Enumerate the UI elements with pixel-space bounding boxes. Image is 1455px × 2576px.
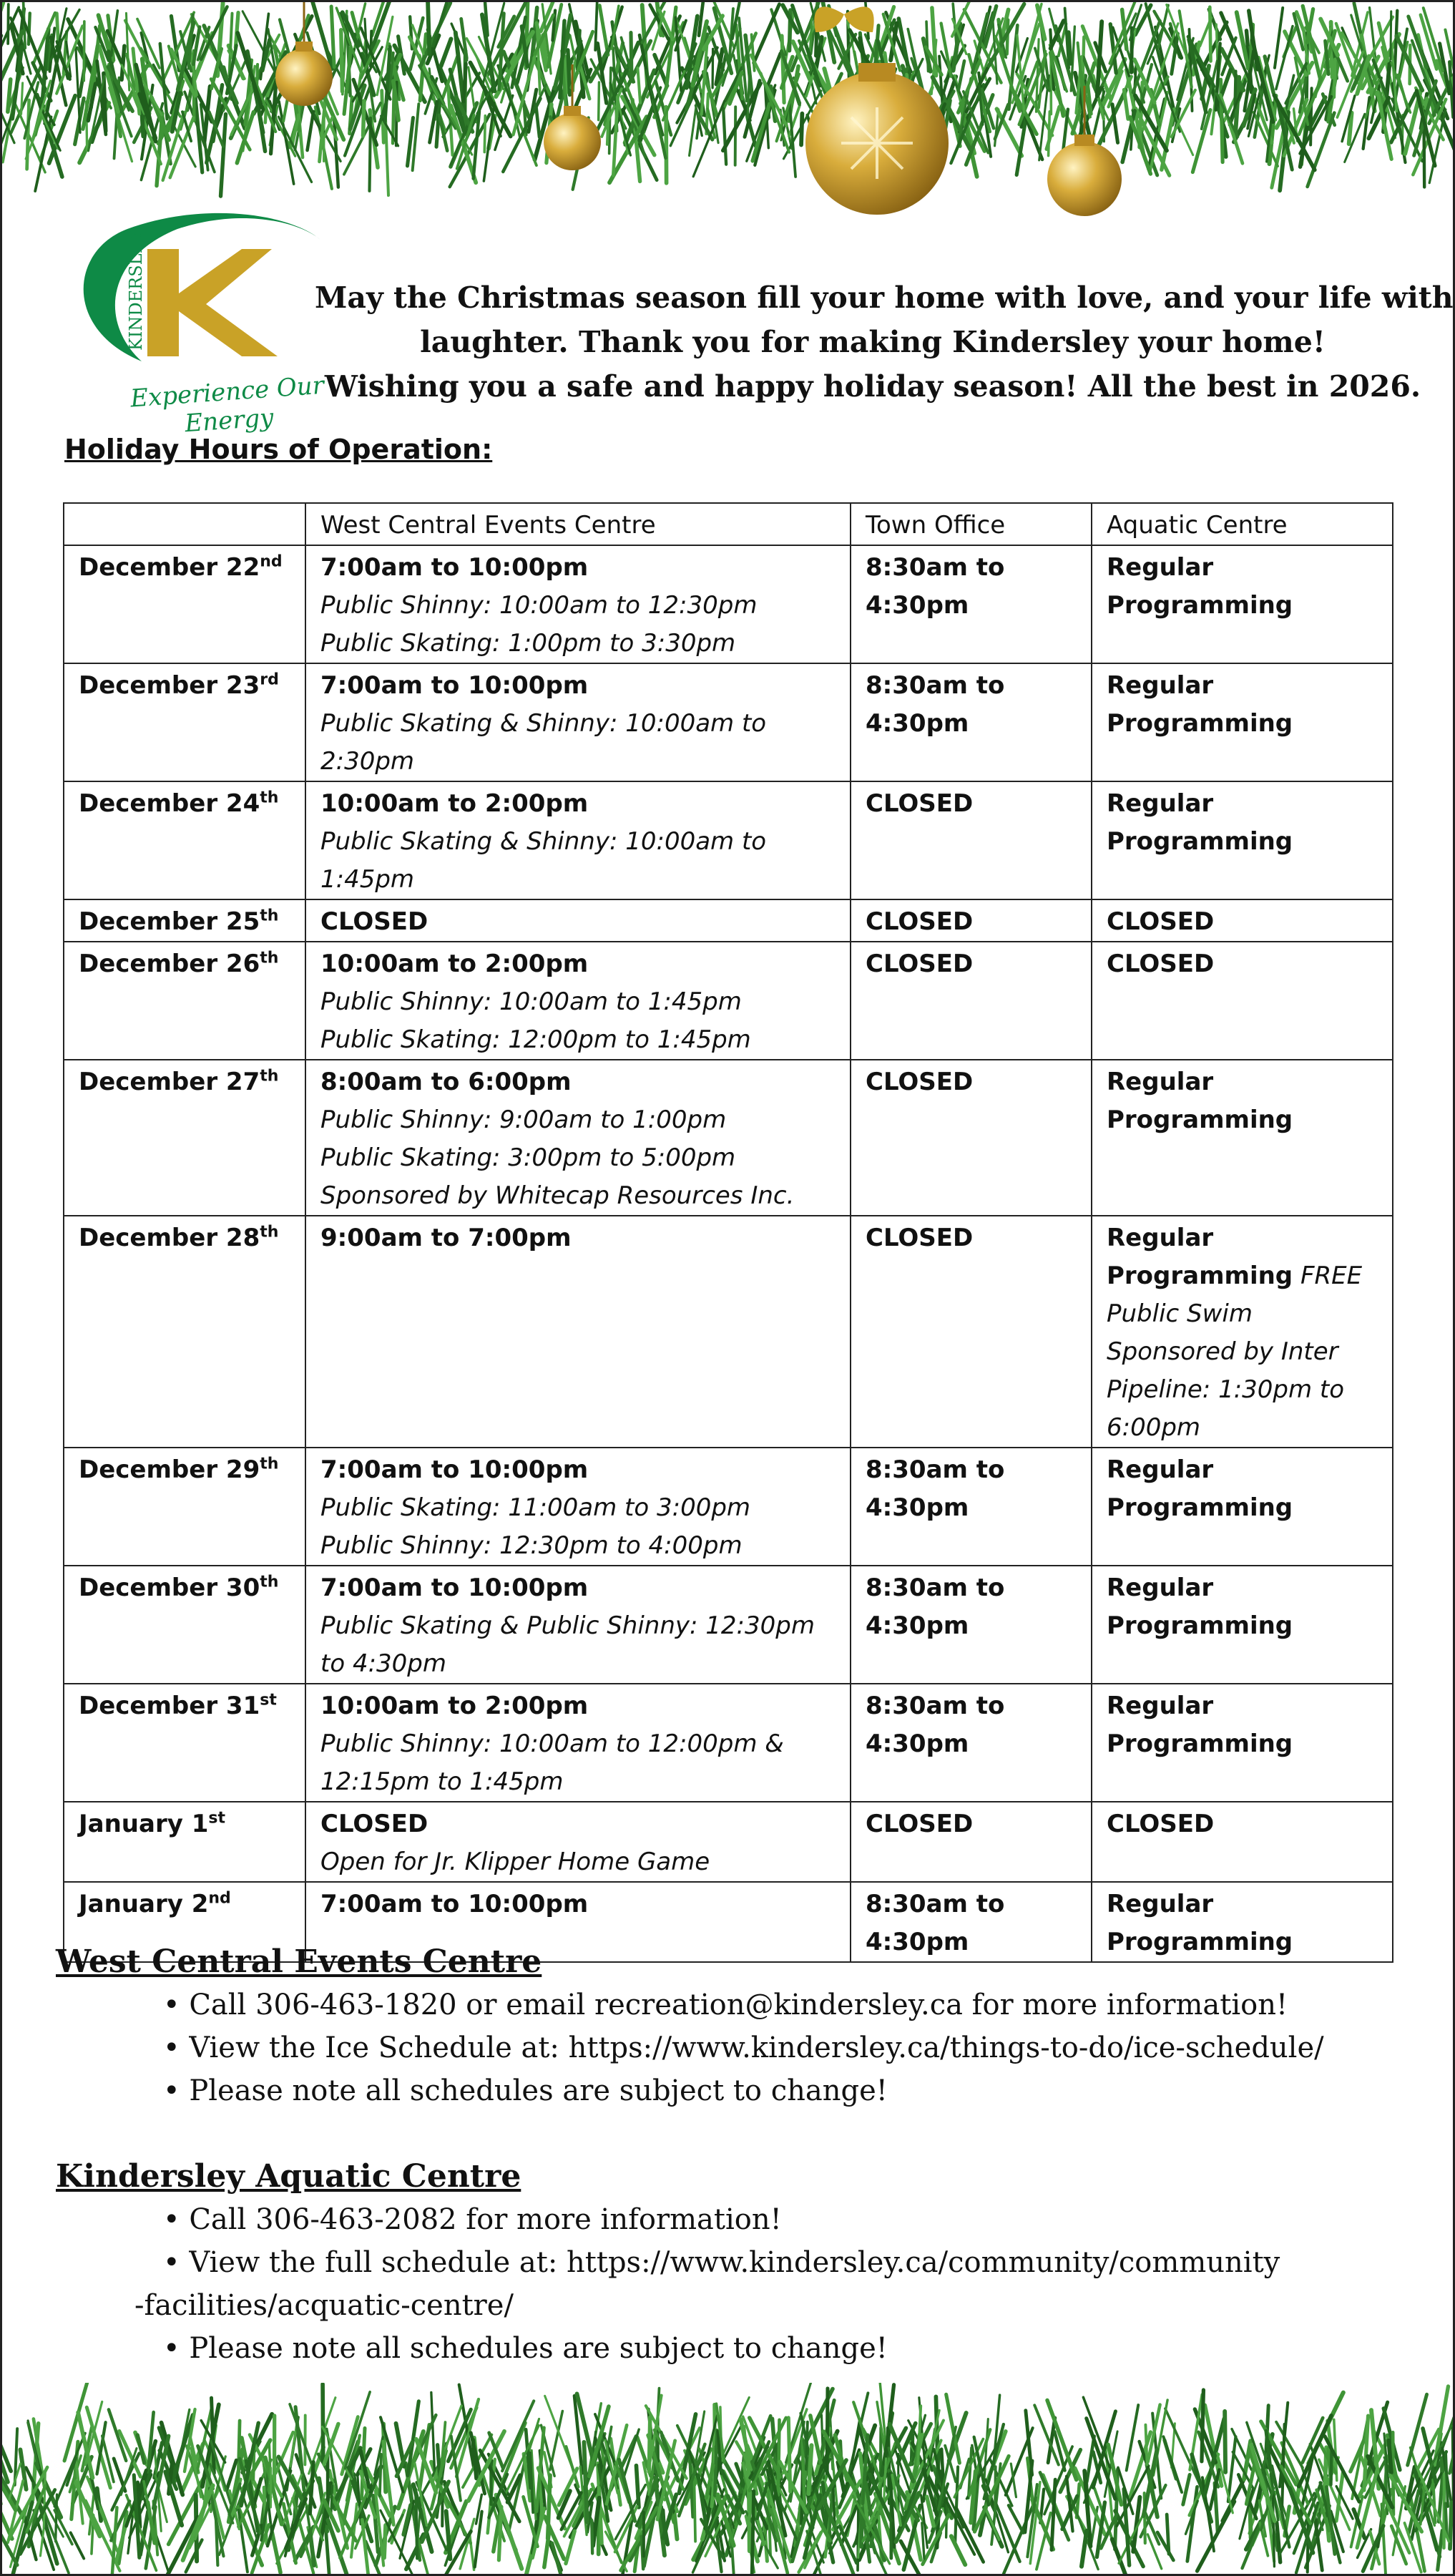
greeting-line-3: Wishing you a safe and happy holiday season! All the best in 2026. — [324, 369, 1421, 404]
wcec-cell — [305, 1216, 851, 1448]
aquatic-hours: CLOSED — [1107, 950, 1215, 978]
wcec-note: Open for Jr. Klipper Home Game — [320, 1848, 710, 1876]
wcec-info-title: West Central Events Centre — [56, 1943, 542, 1980]
table-row — [64, 942, 1393, 1060]
aquatic-cell — [1092, 781, 1393, 899]
aquatic-hours: Regular Programming — [1107, 1890, 1293, 1956]
wcec-info-item[interactable]: • View the Ice Schedule at: https://www.kindersley.ca/things-to-do/ice-schedule/ — [163, 2026, 1415, 2069]
greeting-line-2: laughter. Thank you for making Kindersley your home! — [420, 325, 1326, 359]
aquatic-info-item: • Call 306-463-2082 for more information! — [163, 2198, 1415, 2241]
table-row — [64, 1684, 1393, 1802]
table-row — [64, 1802, 1393, 1882]
wcec-hours: 9:00am to 7:00pm — [320, 1224, 572, 1252]
table-row — [64, 1566, 1393, 1684]
logo-mark — [63, 208, 335, 379]
town-office-cell: 8:30am to 4:30pm — [851, 1684, 1092, 1802]
table-row — [64, 1060, 1393, 1216]
greeting-line-1: May the Christmas season fill your home with love, and your life with — [315, 280, 1454, 315]
wcec-hours: 10:00am to 2:00pm — [320, 1692, 589, 1720]
wcec-note: Public Skating & Shinny: 10:00am to 1:45pm — [320, 827, 767, 894]
town-office-cell: CLOSED — [851, 1216, 1092, 1448]
town-office-cell: CLOSED — [851, 1802, 1092, 1882]
aquatic-info-list — [56, 2198, 1415, 2284]
aquatic-info-title: Kindersley Aquatic Centre — [56, 2158, 521, 2195]
date-cell: December 27th — [64, 1060, 305, 1216]
wcec-info-list — [56, 1984, 1415, 2112]
date-cell: December 23rd — [64, 663, 305, 781]
wcec-note: Public Shinny: 10:00am to 1:45pm — [320, 987, 742, 1016]
aquatic-cell — [1092, 1684, 1393, 1802]
aquatic-info-item: • Please note all schedules are subject to change! — [163, 2327, 1415, 2370]
date-cell: December 31st — [64, 1684, 305, 1802]
wcec-note: Public Shinny: 12:30pm to 4:00pm — [320, 1531, 743, 1560]
wcec-hours: CLOSED — [320, 1810, 428, 1838]
aquatic-hours: CLOSED — [1107, 1810, 1215, 1838]
town-office-cell: 8:30am to 4:30pm — [851, 1448, 1092, 1566]
aquatic-info-item-continued[interactable]: -facilities/acquatic-centre/ — [134, 2289, 514, 2322]
aquatic-hours: Regular Programming — [1107, 671, 1293, 738]
date-cell: December 26th — [64, 942, 305, 1060]
aquatic-cell — [1092, 1802, 1393, 1882]
town-office-cell: 8:30am to 4:30pm — [851, 1882, 1092, 1962]
table-row — [64, 1448, 1393, 1566]
date-cell: December 22nd — [64, 545, 305, 663]
wcec-note: Public Shinny: 9:00am to 1:00pm — [320, 1106, 727, 1134]
town-office-cell: 8:30am to 4:30pm — [851, 1566, 1092, 1684]
wcec-note: Sponsored by Whitecap Resources Inc. — [320, 1181, 795, 1210]
wcec-cell — [305, 1448, 851, 1566]
aquatic-hours: Regular Programming — [1107, 1455, 1293, 1522]
wcec-cell — [305, 1802, 851, 1882]
wcec-cell — [305, 1060, 851, 1216]
aquatic-cell — [1092, 899, 1393, 942]
wcec-hours: CLOSED — [320, 907, 428, 936]
date-cell: December 29th — [64, 1448, 305, 1566]
table-row — [64, 663, 1393, 781]
aquatic-hours: Regular Programming — [1107, 789, 1293, 856]
table-row — [64, 1216, 1393, 1448]
wcec-cell — [305, 942, 851, 1060]
wcec-hours: 7:00am to 10:00pm — [320, 671, 589, 700]
aquatic-hours: CLOSED — [1107, 907, 1215, 936]
kindersley-logo — [63, 208, 335, 439]
wcec-cell — [305, 781, 851, 899]
town-office-cell: CLOSED — [851, 942, 1092, 1060]
aquatic-note: FREE Public Swim Sponsored by Inter Pipeline: 1:30pm to 6:00pm — [1107, 1262, 1363, 1442]
wcec-hours: 7:00am to 10:00pm — [320, 1890, 589, 1918]
town-office-cell: 8:30am to 4:30pm — [851, 545, 1092, 663]
wcec-note: Public Skating: 11:00am to 3:00pm — [320, 1493, 751, 1522]
wcec-note: Public Skating & Public Shinny: 12:30pm to 4:30pm — [320, 1611, 815, 1678]
holiday-hours-table — [63, 502, 1393, 1963]
aquatic-info-item[interactable]: • View the full schedule at: https://www.kindersley.ca/community/community — [163, 2241, 1415, 2284]
header-wcec: West Central Events Centre — [305, 503, 851, 545]
date-cell: December 24th — [64, 781, 305, 899]
aquatic-hours: Regular Programming — [1107, 1692, 1293, 1758]
wcec-hours: 10:00am to 2:00pm — [320, 789, 589, 818]
wcec-hours: 7:00am to 10:00pm — [320, 553, 589, 582]
town-office-cell: CLOSED — [851, 899, 1092, 942]
wcec-note: Public Skating: 12:00pm to 1:45pm — [320, 1025, 751, 1054]
date-cell: January 2nd — [64, 1882, 305, 1962]
aquatic-hours: Regular Programming — [1107, 1574, 1293, 1640]
town-office-cell: 8:30am to 4:30pm — [851, 663, 1092, 781]
wcec-note: Public Skating & Shinny: 10:00am to 2:30pm — [320, 709, 767, 776]
header-date — [64, 503, 305, 545]
aquatic-hours: Regular Programming — [1107, 553, 1293, 620]
wcec-cell — [305, 1684, 851, 1802]
aquatic-hours: Regular Programming — [1107, 1068, 1293, 1134]
aquatic-hours: Regular Programming — [1107, 1224, 1293, 1290]
date-cell: December 28th — [64, 1216, 305, 1448]
wcec-note: Public Shinny: 10:00am to 12:00pm & 12:15pm to 1:45pm — [320, 1729, 784, 1796]
table-row — [64, 545, 1393, 663]
aquatic-cell — [1092, 545, 1393, 663]
date-cell: January 1st — [64, 1802, 305, 1882]
header-aquatic-centre: Aquatic Centre — [1092, 503, 1393, 545]
holiday-greeting — [315, 275, 1454, 409]
wcec-note: Public Skating: 3:00pm to 5:00pm — [320, 1143, 736, 1172]
aquatic-cell — [1092, 1216, 1393, 1448]
wcec-info-item: • Please note all schedules are subject to change! — [163, 2069, 1415, 2112]
wcec-hours: 7:00am to 10:00pm — [320, 1455, 589, 1484]
aquatic-cell — [1092, 1448, 1393, 1566]
town-office-cell: CLOSED — [851, 781, 1092, 899]
table-row — [64, 899, 1393, 942]
wcec-note: Public Skating: 1:00pm to 3:30pm — [320, 629, 736, 658]
date-cell: December 25th — [64, 899, 305, 942]
aquatic-cell — [1092, 663, 1393, 781]
logo-tagline: Experience Our Energy — [129, 371, 325, 439]
wcec-note: Public Shinny: 10:00am to 12:30pm — [320, 591, 758, 620]
aquatic-cell — [1092, 1060, 1393, 1216]
wcec-cell — [305, 899, 851, 942]
aquatic-cell — [1092, 942, 1393, 1060]
date-cell: December 30th — [64, 1566, 305, 1684]
wcec-cell — [305, 663, 851, 781]
town-office-cell: CLOSED — [851, 1060, 1092, 1216]
header-town-office: Town Office — [851, 503, 1092, 545]
wcec-info-item: • Call 306-463-1820 or email recreation@kindersley.ca for more information! — [163, 1984, 1415, 2026]
section-title: Holiday Hours of Operation: — [64, 434, 493, 465]
table-header-row — [64, 503, 1393, 545]
pine-garland-bottom — [0, 2383, 1455, 2576]
wcec-hours: 10:00am to 2:00pm — [320, 950, 589, 978]
table-row — [64, 781, 1393, 899]
wcec-cell — [305, 545, 851, 663]
wcec-hours: 7:00am to 10:00pm — [320, 1574, 589, 1602]
wcec-cell — [305, 1566, 851, 1684]
aquatic-cell — [1092, 1566, 1393, 1684]
svg-text:KINDERSLEY: KINDERSLEY — [126, 230, 146, 351]
wcec-hours: 8:00am to 6:00pm — [320, 1068, 572, 1096]
aquatic-info-list-end — [56, 2327, 1415, 2370]
info-notes — [56, 1941, 1415, 2370]
